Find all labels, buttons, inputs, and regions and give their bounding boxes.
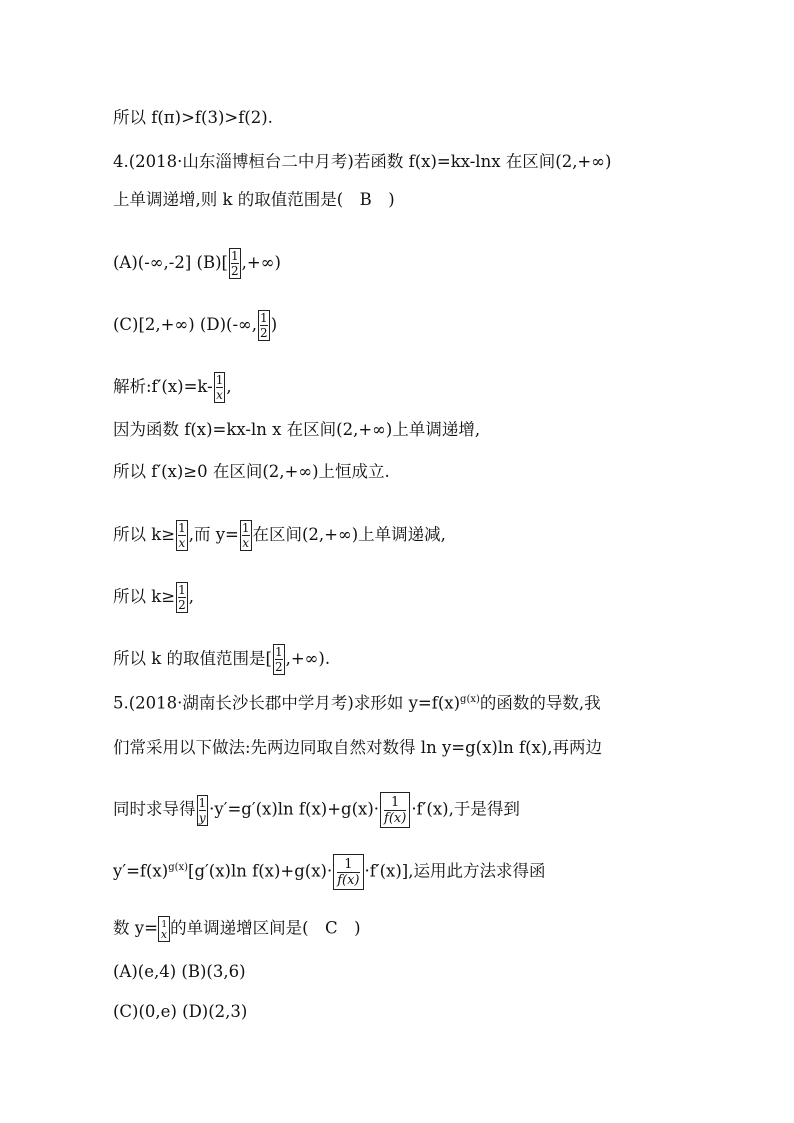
question-text: 同时求导得 [113, 799, 196, 819]
option-text: ) [270, 315, 278, 334]
fraction-one-over-fx [380, 792, 410, 828]
question-text: 数 y= [113, 918, 158, 938]
solution-text: 解析:f′(x)=k- [113, 377, 213, 396]
fraction-denominator: x [216, 388, 223, 402]
solution-text: 所以 k 的取值范围是[ [113, 649, 272, 668]
question-text: y′=f(x) [113, 861, 169, 881]
solution-text: 所以 k≥ [113, 587, 176, 606]
fraction-denominator: 2 [230, 264, 239, 278]
question-4-stem-cont: 上单调递增,则 k 的取值范围是( B ) [113, 190, 395, 209]
solution-line-6 [113, 644, 330, 675]
question-5-stem-cont: 们常采用以下做法:先两边同取自然对数得 ln y=g(x)ln f(x),再两边 [113, 738, 603, 757]
fraction-denominator: f(x) [384, 811, 407, 826]
fraction-one-over-y [197, 795, 209, 826]
fraction-numerator: 1 [178, 583, 186, 597]
solution-text: ,而 y= [188, 525, 239, 544]
fraction-half [258, 310, 270, 341]
question-text: ·y′=g′(x)ln f(x)+g(x)· [209, 799, 380, 819]
fraction-one-over-x [240, 520, 252, 551]
fraction-half [176, 582, 188, 613]
solution-text: 在区间(2,+∞)上单调递减, [252, 525, 446, 544]
question-5-derivation [113, 792, 520, 828]
solution-text: , [188, 587, 194, 606]
question-5-result [113, 854, 545, 890]
fraction-half [229, 248, 241, 279]
fraction-numerator: 1 [384, 795, 406, 811]
fraction-denominator: y [198, 810, 206, 825]
fraction-one-over-x [214, 372, 226, 403]
question-text: 5.(2018·湖南长沙长郡中学月考)求形如 y=f(x) [113, 693, 461, 713]
solution-text: 所以 k≥ [113, 525, 176, 544]
solution-text: ,+∞). [285, 649, 331, 668]
fraction-numerator: 1 [260, 311, 268, 325]
fraction-numerator: 1 [241, 521, 250, 535]
solution-line-3: 所以 f′(x)≥0 在区间(2,+∞)上恒成立. [113, 462, 390, 481]
fraction-numerator: 1 [337, 857, 359, 873]
fraction-numerator: 1 [274, 645, 283, 659]
fraction-numerator: 1 [215, 373, 224, 387]
question-5-function [113, 916, 361, 942]
question-text: 的单调递增区间是( C ) [170, 918, 361, 938]
fraction-denominator: 2 [178, 598, 186, 612]
solution-line-1 [113, 372, 232, 403]
text-line: 所以 f(π)>f(3)>f(2). [113, 108, 273, 127]
option-text: (C)[2,+∞) (D)(-∞, [113, 315, 258, 334]
base-x: x [160, 928, 168, 941]
fraction-one-over-x [176, 520, 188, 551]
fraction-half [273, 644, 285, 675]
x-power-one-over-x [158, 916, 170, 942]
question-text: [g′(x)ln f(x)+g(x)· [188, 861, 333, 881]
fraction-denominator: x [178, 536, 186, 550]
question-4-options-cd [113, 310, 277, 341]
fraction-one-over-fx [333, 854, 363, 890]
superscript: g(x) [460, 694, 480, 705]
question-text: ·f′(x),于是得到 [411, 799, 520, 819]
fraction-denominator: 2 [260, 326, 268, 340]
question-4-options-ab [113, 248, 281, 279]
fraction-denominator: 2 [274, 660, 283, 674]
superscript: g(x) [168, 862, 189, 873]
solution-line-5 [113, 582, 194, 613]
option-text: ,+∞) [241, 253, 281, 272]
question-text: 的函数的导数,我 [479, 693, 601, 713]
exponent-one: 1 [161, 920, 168, 930]
question-text: ·f′(x)],运用此方法求得函 [364, 861, 546, 881]
fraction-denominator: x [242, 536, 250, 550]
solution-line-4 [113, 520, 446, 551]
option-text: (A)(-∞,-2] (B)[ [113, 253, 228, 272]
fraction-numerator: 1 [178, 521, 186, 535]
fraction-numerator: 1 [198, 795, 207, 810]
solution-text: , [226, 377, 232, 396]
question-5-stem [113, 690, 601, 714]
question-5-options-ab: (A)(e,4) (B)(3,6) [113, 962, 246, 981]
question-5-options-cd: (C)(0,e) (D)(2,3) [113, 1002, 248, 1021]
question-4-stem: 4.(2018·山东淄博桓台二中月考)若函数 f(x)=kx-lnx 在区间(2,+∞) [113, 152, 612, 171]
solution-line-2: 因为函数 f(x)=kx-ln x 在区间(2,+∞)上单调递增, [113, 420, 481, 439]
fraction-denominator: f(x) [337, 873, 360, 888]
fraction-numerator: 1 [230, 249, 239, 263]
